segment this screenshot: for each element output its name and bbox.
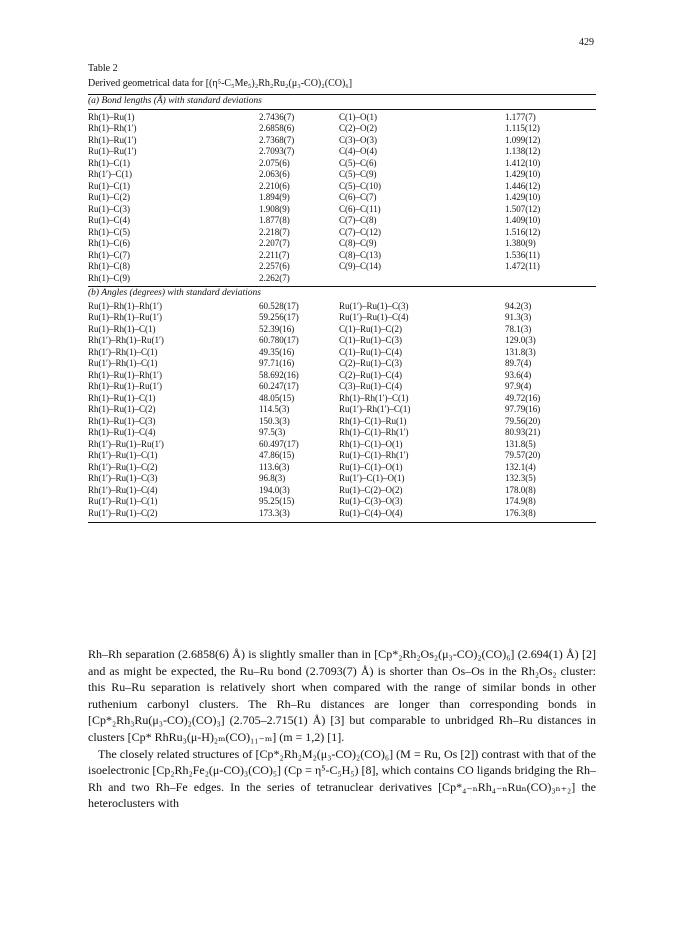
bond-value: 2.210(6) (259, 180, 290, 191)
bond-label: Rh(1)–Ru(1′) (88, 134, 137, 145)
bond-label: Rh(1)–C(6) (88, 238, 130, 248)
bond-label: C(7)–C(12) (339, 226, 381, 237)
bond-label: C(5)–C(6) (339, 157, 377, 168)
angle-value: 47.86(15) (259, 450, 295, 460)
angle-label: Ru(1′)–C(1)–O(1) (339, 473, 405, 483)
bond-value: 1.138(12) (505, 146, 541, 156)
angle-label: Ru(1′)–Rh(1)–C(1) (88, 358, 158, 368)
angle-label: Rh(1)–Ru(1)–C(1) (88, 392, 156, 403)
bond-value: 1.177(7) (505, 111, 536, 122)
bond-section-title: (a) Bond lengths (Å) with standard deviations (88, 96, 262, 106)
angle-label: Rh(1)–Ru(1)–C(4) (88, 427, 156, 437)
angle-value: 60.247(17) (259, 381, 299, 391)
angle-label: Rh(1′)–Ru(1)–Ru(1′) (88, 438, 164, 449)
bond-label: C(5)–C(9) (339, 169, 377, 179)
angle-value: 94.2(3) (505, 300, 532, 311)
angle-value: 129.0(3) (505, 335, 536, 345)
bond-value: 1.412(10) (505, 157, 541, 168)
angle-label: Ru(1)–Rh(1)–Ru(1′) (88, 312, 162, 322)
bond-value: 2.075(6) (259, 157, 290, 168)
angle-label: Rh(1′)–Ru(1)–C(4) (88, 484, 158, 495)
angle-value: 49.72(16) (505, 392, 541, 403)
bond-value: 1.446(12) (505, 180, 541, 191)
bond-label: C(6)–C(7) (339, 192, 377, 202)
bond-lengths-grid (88, 112, 596, 285)
bond-value: 1.472(11) (505, 261, 540, 271)
angle-label: Ru(1′)–Ru(1)–C(3) (339, 300, 409, 311)
angle-value: 96.8(3) (259, 473, 286, 483)
bond-label: Ru(1)–C(3) (88, 203, 130, 214)
page-number: 429 (579, 37, 594, 48)
bond-value: 2.7436(7) (259, 111, 295, 122)
angle-label: Rh(1′)–Rh(1)–C(1) (88, 346, 158, 357)
angle-label: C(2)–Ru(1)–C(3) (339, 358, 402, 368)
table-caption: Derived geometrical data for [(η⁵-C₅Me₅)₂Rh₂Ru₂(μ₃-CO)₂(CO)₆] (88, 78, 353, 89)
body-paragraph: The closely related structures of [Cp*₂Rh₂M₂(μ₃-CO)₂(CO)₆] (M = Ru, Os [2]) contrast with that of the isoelectronic [Cp₂Rh₂Fe₂(μ-CO)₃(CO)₅] (Cp = η⁵-C₅H₅) [8], which contains CO ligands bridging the Rh–Rh and two Rh–Fe edges. In the series of tetranuclear derivatives [Cp*₄₋ₙRh₄₋ₙRuₙ(CO)₃ₙ₊₂] the heteroclusters with (88, 746, 596, 811)
angle-label: Rh(1′)–Rh(1)–Ru(1′) (88, 335, 164, 345)
bond-value: 1.894(9) (259, 192, 290, 202)
table-2 (88, 62, 596, 523)
angle-label: Rh(1)–Ru(1)–Ru(1′) (88, 381, 162, 391)
bond-value: 1.380(9) (505, 238, 536, 248)
angle-label: C(1)–Ru(1)–C(4) (339, 346, 402, 357)
angle-label: C(1)–Ru(1)–C(2) (339, 323, 402, 334)
angle-label: Rh(1′)–Ru(1)–C(1) (88, 450, 158, 460)
table-bottom-rule (88, 522, 596, 523)
bond-value (505, 273, 595, 285)
bond-label: C(6)–C(11) (339, 203, 381, 214)
bond-value: 1.536(11) (505, 249, 540, 260)
angle-value: 178.0(8) (505, 484, 536, 495)
table-top-rule (88, 94, 596, 95)
bond-label: Ru(1)–Ru(1′) (88, 146, 137, 156)
angle-value: 49.35(16) (259, 346, 295, 357)
body-paragraph: Rh–Rh separation (2.6858(6) Å) is slightly smaller than in [Cp*₂Rh₂Os₂(μ₃-CO)₂(CO)₆] (2.694(1) Å) [2] and as might be expected, the Ru–Ru bond (2.7093(7) Å) is shorter than Os–Os in the Rh₂Os₂ cluster: this Ru–Ru separation is relatively short when compared with the range of similar bonds in other ruthenium carbonyl clusters. The Rh–Ru distances are longer than corresponding bonds in [Cp*₂Rh₃Ru(μ₃-CO)₂(CO)₃] (2.705–2.715(1) Å) [3] but comparable to unbridged Rh–Ru distances in clusters [Cp* RhRu₃(μ-H)₂ₘ(CO)₁₁₋ₘ] (m = 1,2) [1]. (88, 647, 596, 744)
angle-label: C(1)–Ru(1)–C(3) (339, 335, 402, 345)
bond-value: 1.908(9) (259, 203, 290, 214)
table-label: Table 2 (88, 63, 118, 74)
angle-value: 194.0(3) (259, 484, 290, 495)
bond-label: Rh(1)–C(9) (88, 272, 130, 283)
bond-label: Rh(1′)–C(1) (88, 169, 132, 179)
angle-value: 132.3(5) (505, 473, 536, 483)
angle-value: 113.6(3) (259, 461, 290, 472)
angle-value: 97.5(3) (259, 427, 286, 437)
bond-label: C(5)–C(10) (339, 180, 381, 191)
bond-value: 1.507(12) (505, 203, 541, 214)
section-divider-rule (88, 286, 596, 287)
bond-label: C(4)–O(4) (339, 146, 377, 156)
angle-label: Ru(1)–C(1)–Rh(1′) (339, 450, 409, 460)
angle-label: Ru(1)–Rh(1)–Rh(1′) (88, 300, 162, 311)
angle-label: Rh(1′)–Ru(1)–C(3) (88, 473, 158, 483)
angle-value: 114.5(3) (259, 404, 290, 414)
angle-label: C(3)–Ru(1)–C(4) (339, 381, 402, 391)
bond-value: 2.218(7) (259, 226, 290, 237)
bond-label: C(1)–O(1) (339, 111, 377, 122)
angle-label: Ru(1′)–Ru(1)–C(2) (88, 507, 158, 518)
angle-label: Ru(1)–C(3)–O(3) (339, 496, 403, 506)
bond-label: C(2)–O(2) (339, 123, 377, 133)
bond-value: 2.7368(7) (259, 134, 295, 145)
bond-value: 1.516(12) (505, 226, 541, 237)
bond-label: Rh(1)–C(1) (88, 157, 130, 168)
angle-label: Ru(1′)–Ru(1)–C(4) (339, 312, 409, 322)
bond-label: Rh(1)–C(7) (88, 249, 130, 260)
bond-label (339, 273, 505, 285)
angle-value: 59.256(17) (259, 312, 299, 322)
angle-label: Ru(1′)–Rh(1′)–C(1) (339, 404, 411, 414)
angle-label: Ru(1)–Rh(1)–C(1) (88, 323, 156, 334)
angle-label: Ru(1)–C(2)–O(2) (339, 484, 403, 495)
angle-label: C(2)–Ru(1)–C(4) (339, 369, 402, 380)
bond-label: C(3)–O(3) (339, 134, 377, 145)
bond-label: Rh(1)–Rh(1′) (88, 123, 137, 133)
angle-value: 174.9(8) (505, 496, 536, 506)
bond-value: 1.099(12) (505, 134, 541, 145)
bond-value: 1.877(8) (259, 215, 290, 225)
bond-label: C(8)–C(9) (339, 238, 377, 248)
angle-label: Rh(1)–Ru(1)–C(2) (88, 404, 156, 414)
angle-value: 97.9(4) (505, 381, 532, 391)
angle-label: Ru(1)–C(4)–O(4) (339, 507, 403, 518)
angle-value: 176.3(8) (505, 507, 536, 518)
angle-value: 80.93(21) (505, 427, 541, 437)
angle-value: 91.3(3) (505, 312, 532, 322)
bond-label: C(8)–C(13) (339, 249, 381, 260)
bond-value: 1.429(10) (505, 169, 541, 179)
angle-value: 78.1(3) (505, 323, 532, 334)
bond-label: Rh(1)–C(5) (88, 226, 130, 237)
angle-value: 97.71(16) (259, 358, 295, 368)
angle-value: 58.692(16) (259, 369, 299, 380)
bond-value: 2.6858(6) (259, 123, 295, 133)
angle-value: 60.497(17) (259, 438, 299, 449)
angle-value: 79.56(20) (505, 415, 541, 426)
angle-label: Rh(1′)–Ru(1)–C(2) (88, 461, 158, 472)
bond-value: 2.207(7) (259, 238, 290, 248)
angle-section-title: (b) Angles (degrees) with standard deviations (88, 288, 261, 298)
bond-value: 2.063(6) (259, 169, 290, 179)
angle-value: 79.57(20) (505, 450, 541, 460)
bond-label: Rh(1)–C(8) (88, 261, 130, 271)
angle-value: 173.3(3) (259, 507, 290, 518)
angle-value: 97.79(16) (505, 404, 541, 414)
angle-label: Rh(1)–C(1)–Ru(1) (339, 415, 407, 426)
bond-value: 1.115(12) (505, 123, 540, 133)
angle-value: 52.39(16) (259, 323, 295, 334)
angle-value: 95.25(15) (259, 496, 295, 506)
angle-label: Ru(1)–C(1)–O(1) (339, 461, 403, 472)
bond-label: Ru(1)–C(4) (88, 215, 130, 225)
angle-label: Rh(1)–Ru(1)–C(3) (88, 415, 156, 426)
bond-value: 2.7093(7) (259, 146, 295, 156)
body-text (88, 646, 596, 812)
bond-label: C(9)–C(14) (339, 261, 381, 271)
angle-label: Rh(1)–C(1)–Rh(1′) (339, 427, 409, 437)
angle-label: Rh(1)–Rh(1′)–C(1) (339, 392, 409, 403)
angle-value: 131.8(3) (505, 346, 536, 357)
angle-value: 60.780(17) (259, 335, 299, 345)
bond-value: 1.429(10) (505, 192, 541, 202)
bond-label: Rh(1)–Ru(1) (88, 111, 135, 122)
angle-label: Ru(1′)–Ru(1)–C(1) (88, 496, 158, 506)
bond-label: C(7)–C(8) (339, 215, 377, 225)
bond-value: 2.262(7) (259, 272, 290, 283)
table-header-rule (88, 109, 596, 110)
angle-value: 48.05(15) (259, 392, 295, 403)
bond-value: 2.211(7) (259, 249, 290, 260)
angle-value: 131.8(5) (505, 438, 536, 449)
angle-value: 89.7(4) (505, 358, 532, 368)
angle-value: 150.3(3) (259, 415, 290, 426)
angle-value: 132.1(4) (505, 461, 536, 472)
angles-grid (88, 301, 596, 520)
bond-value: 2.257(6) (259, 261, 290, 271)
angle-value: 60.528(17) (259, 300, 299, 311)
angle-label: Rh(1)–C(1)–O(1) (339, 438, 403, 449)
bond-label: Ru(1)–C(1) (88, 180, 130, 191)
bond-label: Ru(1)–C(2) (88, 192, 130, 202)
angle-label: Rh(1)–Ru(1)–Rh(1′) (88, 369, 162, 380)
bond-value: 1.409(10) (505, 215, 541, 225)
angle-value: 93.6(4) (505, 369, 532, 380)
